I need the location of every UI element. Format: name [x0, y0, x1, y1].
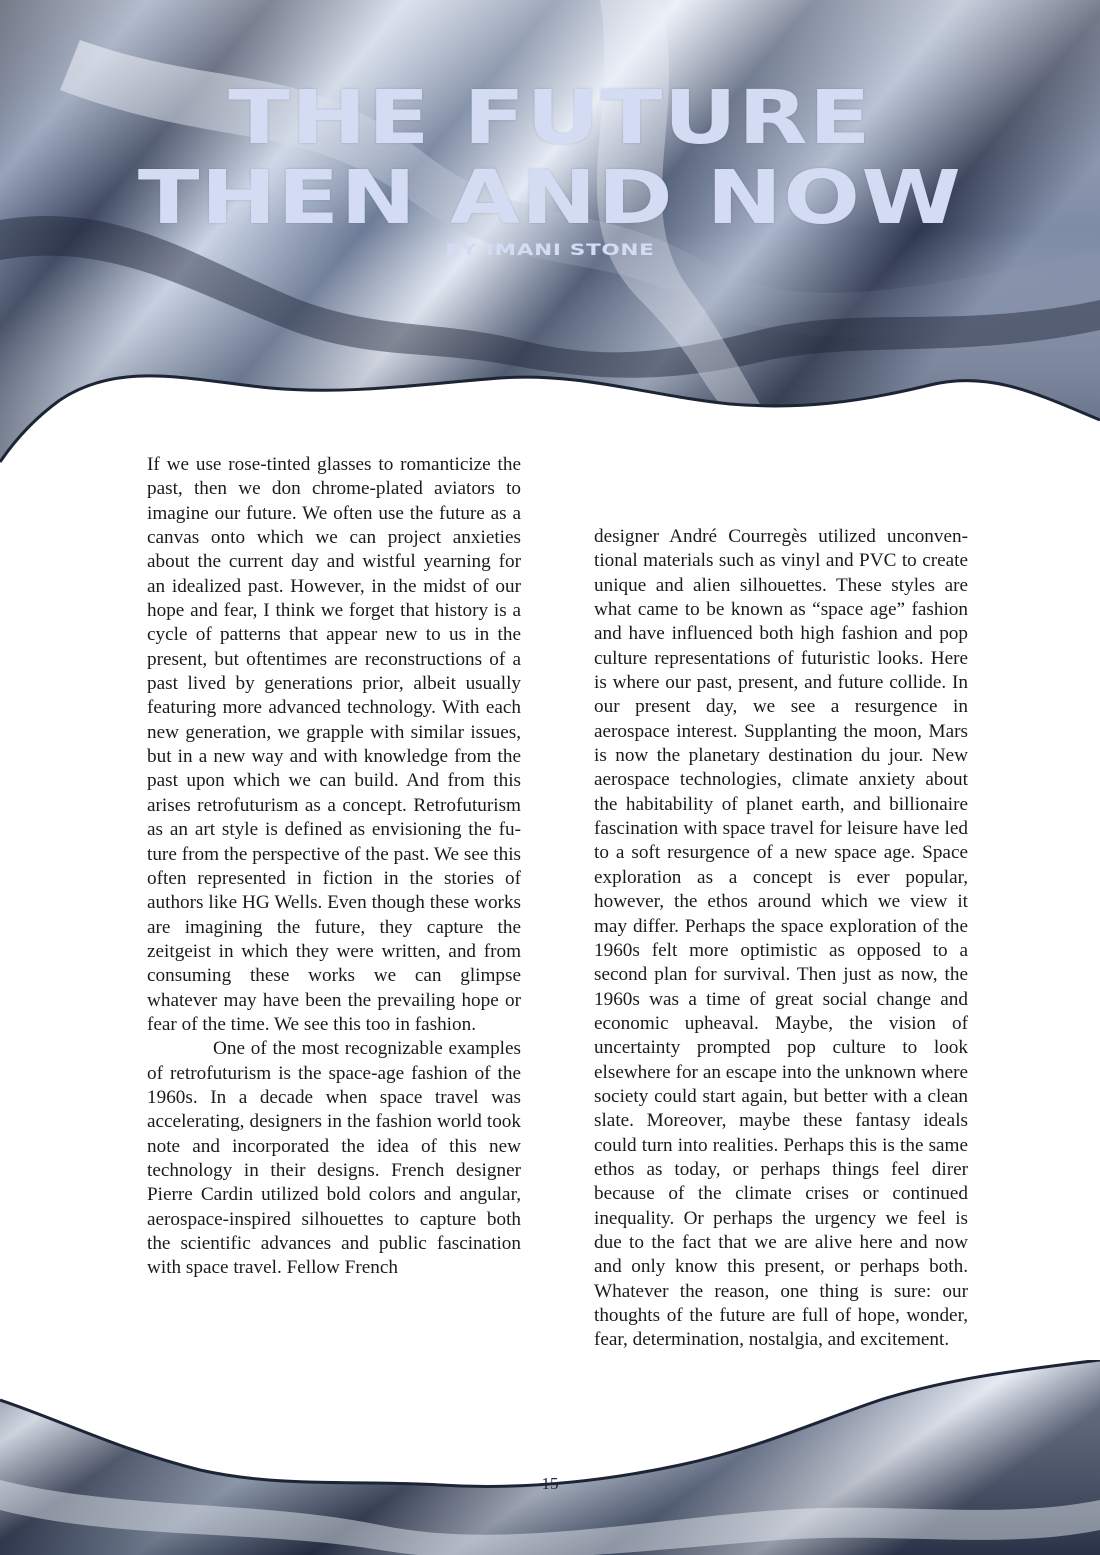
chrome-fabric-footer-image [0, 1360, 1100, 1555]
title-block [0, 75, 1100, 259]
body-column-left [147, 453, 521, 1281]
body-column-right [594, 525, 968, 1353]
page-number: 15 [541, 1474, 559, 1493]
body-paragraph-2: One of the most recognizable examples of retrofuturism is the space-age fashion of the 1960s. In a decade when space travel was accelerating, designers in the fashion world took note and incorporated the idea of this new technology in their designs. French designer Pierre Cardin utilized bold colors and angular, aerospace-inspired silhouettes to capture both the scientific advances and public fascination with space travel. Fellow French [147, 1038, 521, 1279]
article-title-line-2: THEN AND NOW [137, 155, 963, 241]
article-byline: BY IMANI STONE [445, 240, 655, 259]
body-paragraph-1: If we use rose-tinted glasses to romanticize the past, then we don chrome-plated aviators to imagine our future. We often use the future as a canvas onto which we can project anxieties about the current day and wistful yearning for an idealized past. However, in the midst of our hope and fear, I think we forget that history is a cycle of patterns that appear new to us in the present, but oftentimes are reconstructions of a past lived by generations prior, albeit usually featuring more advanced technology. With each new generation, we grapple with similar issues, but in a new way and with knowledge from the past upon which we can build. And from this arises retrofuturism as a concept. Retrofuturism as an art style is defined as envisioning the future from the perspective of the past. We see this often represented in fiction in the stories of authors like HG Wells. Even though these works are imagining the future, they capture the zeitgeist in which they were written, and from consuming these works we can glimpse whatever may have been the prevailing hope or fear of the time. We see this too in fashion. [147, 454, 521, 1035]
body-paragraph-3: designer André Courregès utilized unconventional materials such as vinyl and PVC to create unique and alien silhouettes. These styles are what came to be known as “space age” fashion and have influenced both high fashion and pop culture representations of futuristic looks. Here is where our past, present, and future collide. In our present day, we see a resurgence in aerospace interest. Supplanting the moon, Mars is now the planetary destination du jour. New aerospace technologies, climate anxiety about the habitability of planet earth, and billionaire fascination with space travel for leisure have led to a soft resurgence of a new space age. Space exploration as a concept is ever popular, however, the ethos around which we view it may differ. Perhaps the space exploration of the 1960s felt more optimistic as opposed to a second plan for survival. Then just as now, the 1960s was a time of great social change and economic upheaval. Maybe, the vision of uncertainty prompted pop culture to look elsewhere for an escape into the unknown where society could start again, but better with a clean slate. Moreover, maybe these fantasy ideals could turn into realities. Perhaps this is the same ethos as today, or perhaps things feel direr because of the climate crises or continued inequality. Or perhaps the urgency we feel is due to the fact that we are alive here and now and only know this present, or perhaps both. Whatever the reason, one thing is sure: our thoughts of the future are full of hope, wonder, fear, determination, nostalgia, and excitement. [594, 526, 968, 1351]
article-title-line-1: THE FUTURE [228, 75, 872, 161]
